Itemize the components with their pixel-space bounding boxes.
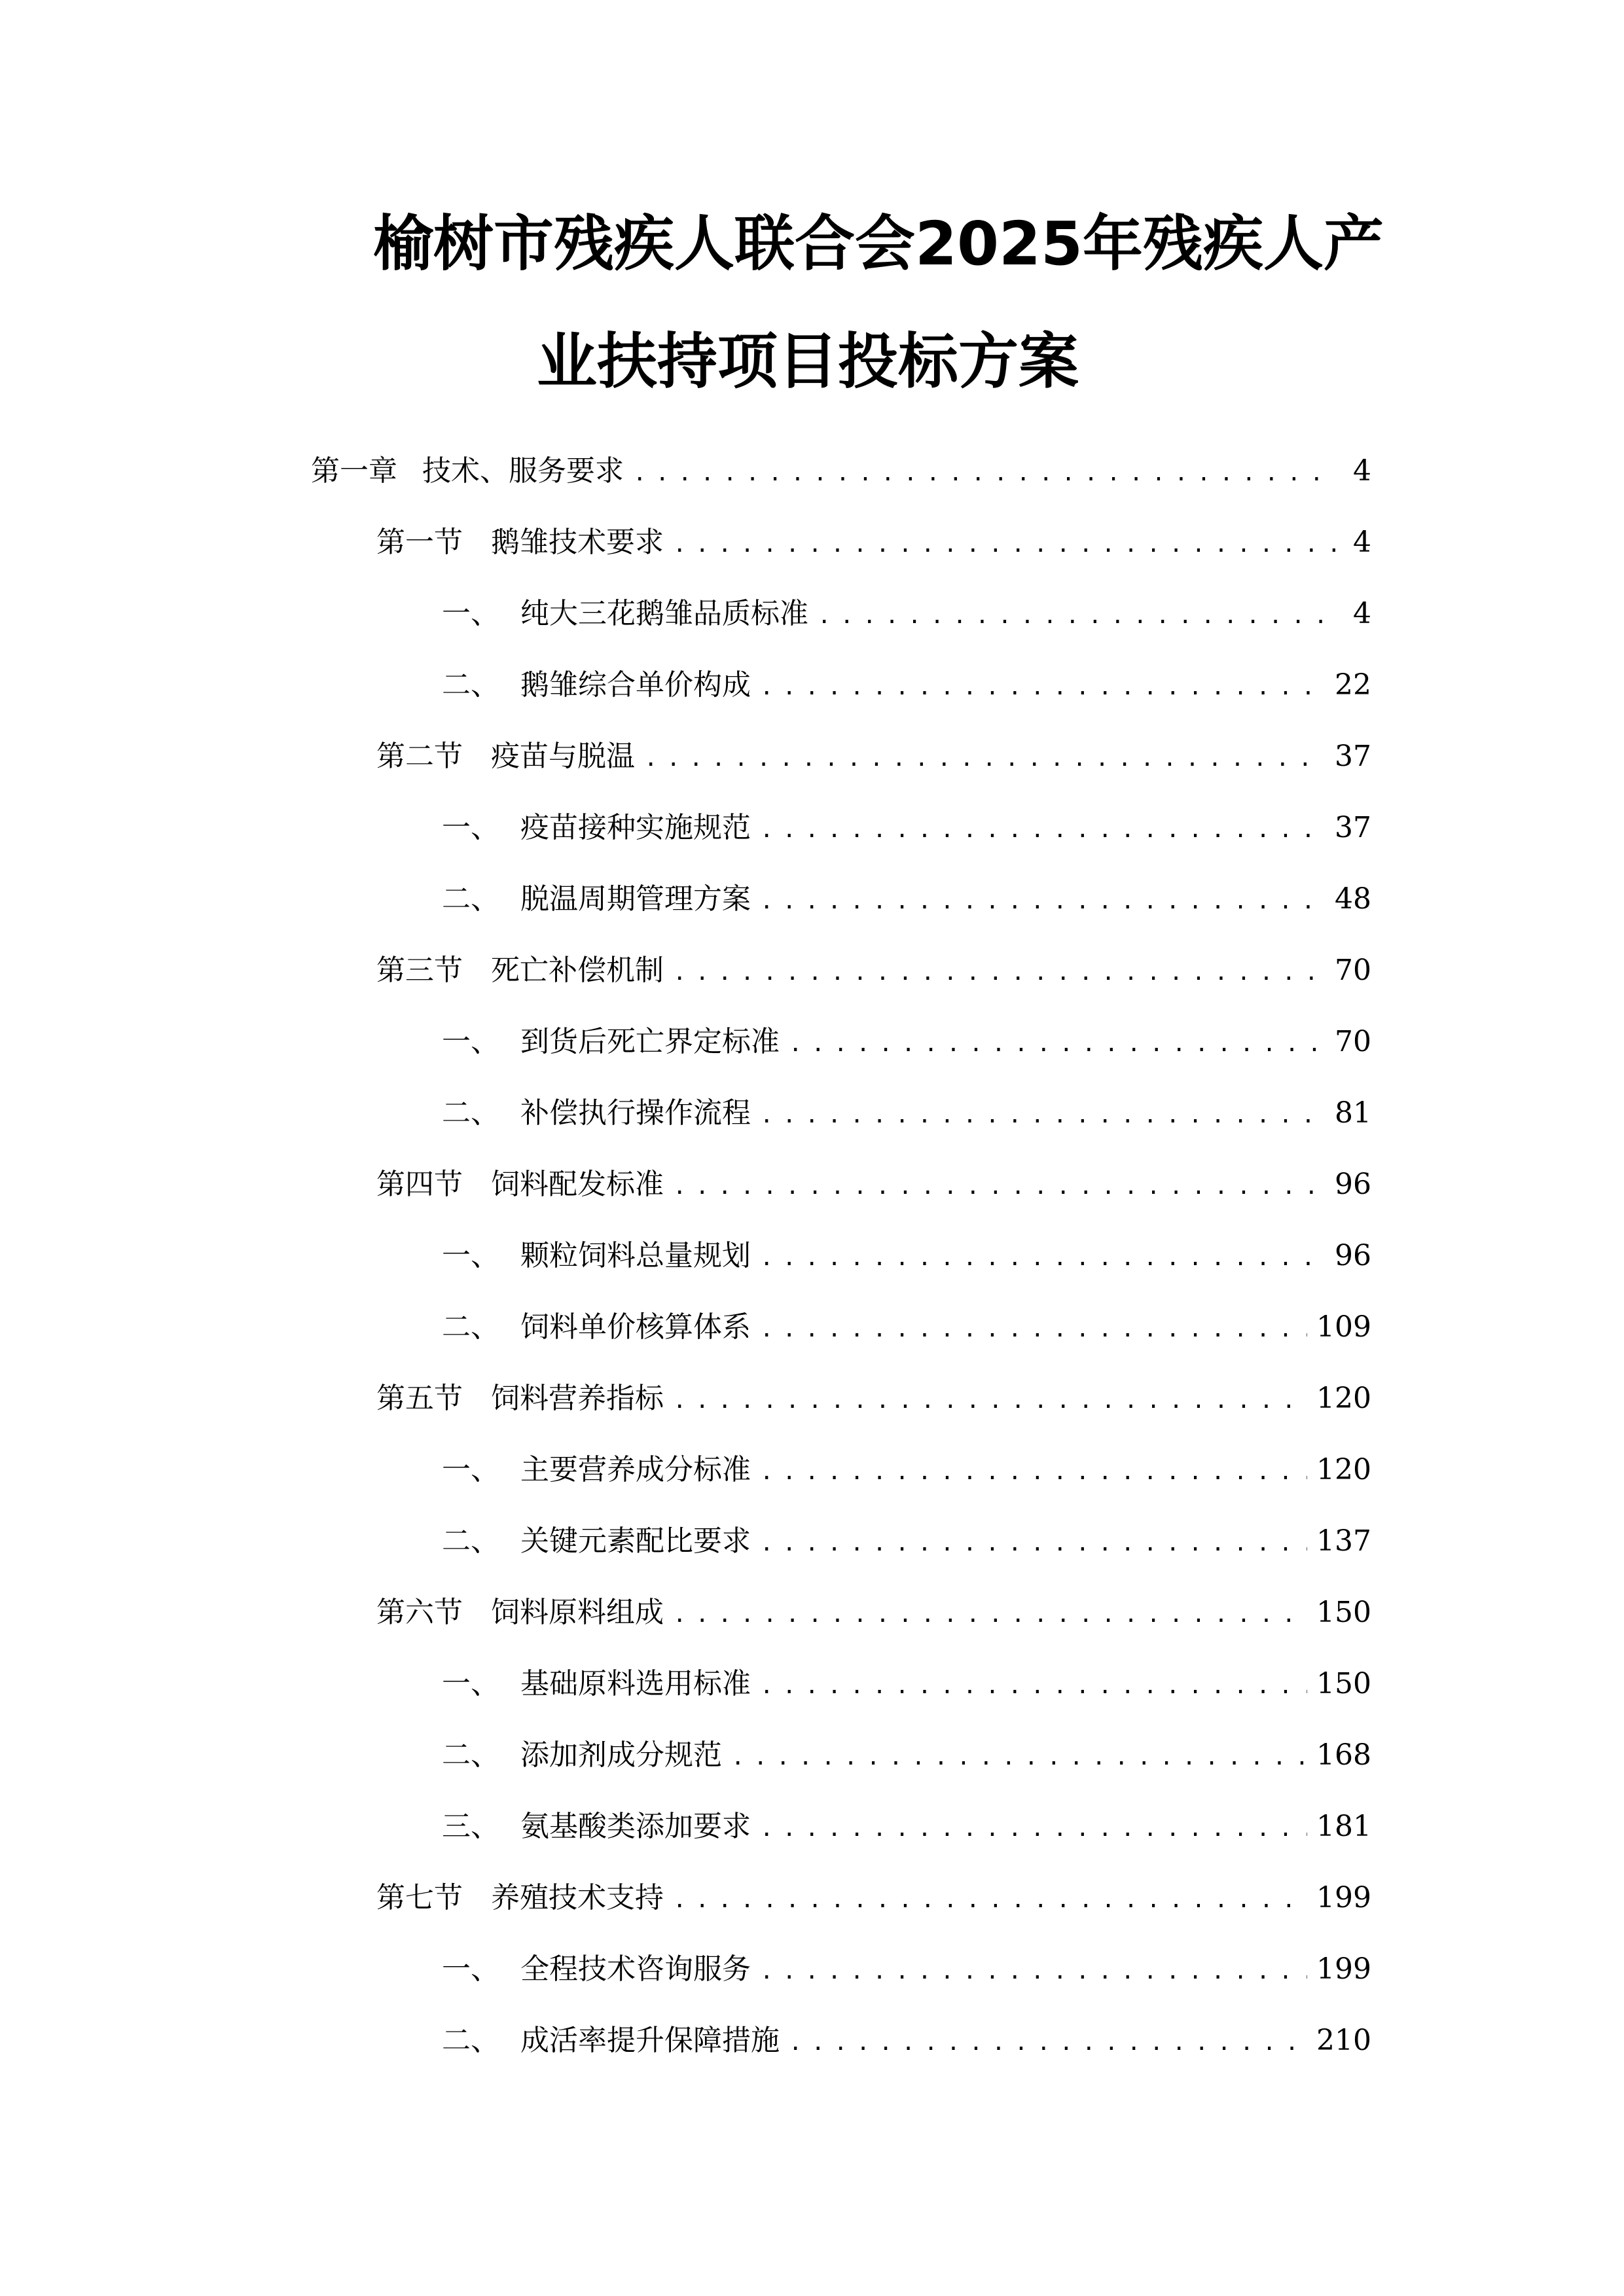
toc-dot-leader [760,1232,1326,1284]
toc-dot-leader [760,661,1326,713]
toc-entry-page: 48 [1335,882,1371,916]
toc-entry[interactable] [442,1016,1371,1068]
toc-entry-page: 199 [1316,1881,1371,1914]
toc-entry-title: 脱温周期管理方案 [520,882,751,916]
toc-entry-title: 死亡补偿机制 [491,954,664,987]
toc-entry-number: 第一节 [376,526,463,559]
toc-dot-leader [760,1660,1307,1712]
toc-dot-leader [760,1446,1307,1498]
toc-entry-page: 37 [1335,811,1371,844]
toc-entry-page: 70 [1335,1025,1371,1058]
toc-dot-leader [673,1160,1326,1213]
toc-entry-number: 二、 [442,1096,499,1130]
toc-dot-leader [789,2017,1307,2069]
toc-dot-leader [633,447,1336,499]
toc-entry[interactable] [442,802,1371,854]
toc-dot-leader [673,1374,1307,1427]
toc-entry-page: 120 [1316,1453,1371,1486]
toc-entry-title: 饲料配发标准 [491,1168,664,1201]
toc-entry-page: 210 [1316,2024,1371,2057]
toc-entry-page: 4 [1353,454,1371,488]
toc-entry-page: 22 [1335,668,1371,702]
toc-entry-title: 关键元素配比要求 [520,1524,751,1558]
toc-dot-leader [760,1303,1307,1355]
toc-entry[interactable] [376,1587,1371,1639]
document-title-line-2: 业扶持项目投标方案 [537,327,1079,397]
toc-entry-title: 饲料营养指标 [491,1382,664,1415]
toc-entry[interactable] [376,1872,1371,1924]
toc-entry-page: 137 [1316,1524,1371,1558]
toc-entry-number: 二、 [442,2024,499,2057]
toc-entry-title: 成活率提升保障措施 [520,2024,780,2057]
toc-entry-title: 鹅雏技术要求 [491,526,664,559]
toc-entry-title: 饲料原料组成 [491,1596,664,1629]
toc-entry[interactable] [442,1729,1371,1782]
toc-entry-title: 添加剂成分规范 [520,1738,722,1772]
toc-entry[interactable] [376,516,1371,569]
document-title-line-1: 榆树市残疾人联合会2025年残疾人产 [373,209,1384,279]
toc-dot-leader [760,1517,1307,1570]
toc-entry-number: 第四节 [376,1168,463,1201]
toc-dot-leader [760,804,1326,856]
toc-entry[interactable] [442,1943,1371,1996]
toc-entry-title: 技术、服务要求 [422,454,624,488]
toc-entry-page: 37 [1335,740,1371,773]
toc-entry-number: 第三节 [376,954,463,987]
toc-entry-page: 199 [1316,1952,1371,1986]
toc-entry-title: 氨基酸类添加要求 [520,1810,751,1843]
toc-entry-number: 第一章 [311,454,397,488]
toc-entry-title: 补偿执行操作流程 [520,1096,751,1130]
toc-entry[interactable] [442,1301,1371,1354]
toc-entry[interactable] [311,445,1371,497]
toc-entry-number: 第五节 [376,1382,463,1415]
toc-dot-leader [673,518,1336,571]
toc-entry-page: 150 [1316,1667,1371,1700]
toc-entry-number: 第六节 [376,1596,463,1629]
toc-entry[interactable] [376,730,1371,783]
toc-entry-title: 主要营养成分标准 [520,1453,751,1486]
toc-dot-leader [760,875,1326,927]
toc-entry-page: 109 [1316,1310,1371,1344]
toc-entry-number: 二、 [442,668,499,702]
toc-entry-number: 二、 [442,1524,499,1558]
toc-entry-number: 第二节 [376,740,463,773]
toc-entry-page: 150 [1316,1596,1371,1629]
toc-entry[interactable] [442,588,1371,640]
toc-entry-title: 饲料单价核算体系 [520,1310,751,1344]
toc-entry-number: 一、 [442,1239,499,1272]
toc-entry-number: 一、 [442,1667,499,1700]
toc-entry-title: 养殖技术支持 [491,1881,664,1914]
toc-entry-title: 疫苗与脱温 [491,740,635,773]
toc-entry[interactable] [442,659,1371,711]
toc-entry-title: 颗粒饲料总量规划 [520,1239,751,1272]
toc-entry-title: 鹅雏综合单价构成 [520,668,751,702]
toc-entry-title: 到货后死亡界定标准 [520,1025,780,1058]
toc-dot-leader [731,1731,1307,1784]
toc-entry-title: 疫苗接种实施规范 [520,811,751,844]
toc-entry-title: 纯大三花鹅雏品质标准 [520,597,808,630]
toc-entry-number: 二、 [442,882,499,916]
toc-entry-page: 168 [1316,1738,1371,1772]
toc-entry[interactable] [442,873,1371,925]
toc-dot-leader [760,1945,1307,1998]
toc-entry[interactable] [442,1515,1371,1568]
toc-entry[interactable] [442,1801,1371,1853]
toc-entry[interactable] [442,1230,1371,1282]
toc-entry[interactable] [376,1372,1371,1425]
toc-entry[interactable] [442,2015,1371,2067]
toc-entry-number: 一、 [442,811,499,844]
toc-entry[interactable] [442,1087,1371,1139]
toc-entry-page: 181 [1316,1810,1371,1843]
toc-entry-page: 4 [1353,597,1371,630]
toc-entry-page: 81 [1335,1096,1371,1130]
toc-dot-leader [673,1588,1307,1641]
toc-entry-number: 一、 [442,1025,499,1058]
toc-entry-title: 全程技术咨询服务 [520,1952,751,1986]
toc-dot-leader [673,946,1326,999]
toc-entry-page: 120 [1316,1382,1371,1415]
toc-dot-leader [818,590,1336,642]
toc-entry-number: 一、 [442,1952,499,1986]
toc-entry-page: 70 [1335,954,1371,987]
toc-entry[interactable] [442,1444,1371,1496]
toc-entry-page: 96 [1335,1239,1371,1272]
toc-dot-leader [644,732,1326,785]
toc-entry[interactable] [376,1158,1371,1211]
toc-entry-number: 二、 [442,1738,499,1772]
toc-entry-title: 基础原料选用标准 [520,1667,751,1700]
toc-entry-number: 第七节 [376,1881,463,1914]
toc-dot-leader [673,1874,1307,1926]
toc-dot-leader [760,1803,1307,1855]
toc-entry-number: 一、 [442,1453,499,1486]
toc-entry-page: 96 [1335,1168,1371,1201]
toc-entry-number: 二、 [442,1310,499,1344]
toc-dot-leader [760,1089,1326,1141]
toc-entry-number: 一、 [442,597,499,630]
toc-entry[interactable] [376,944,1371,997]
toc-entry-page: 4 [1353,526,1371,559]
toc-entry[interactable] [442,1658,1371,1710]
toc-entry-number: 三、 [442,1810,499,1843]
toc-dot-leader [789,1018,1326,1070]
